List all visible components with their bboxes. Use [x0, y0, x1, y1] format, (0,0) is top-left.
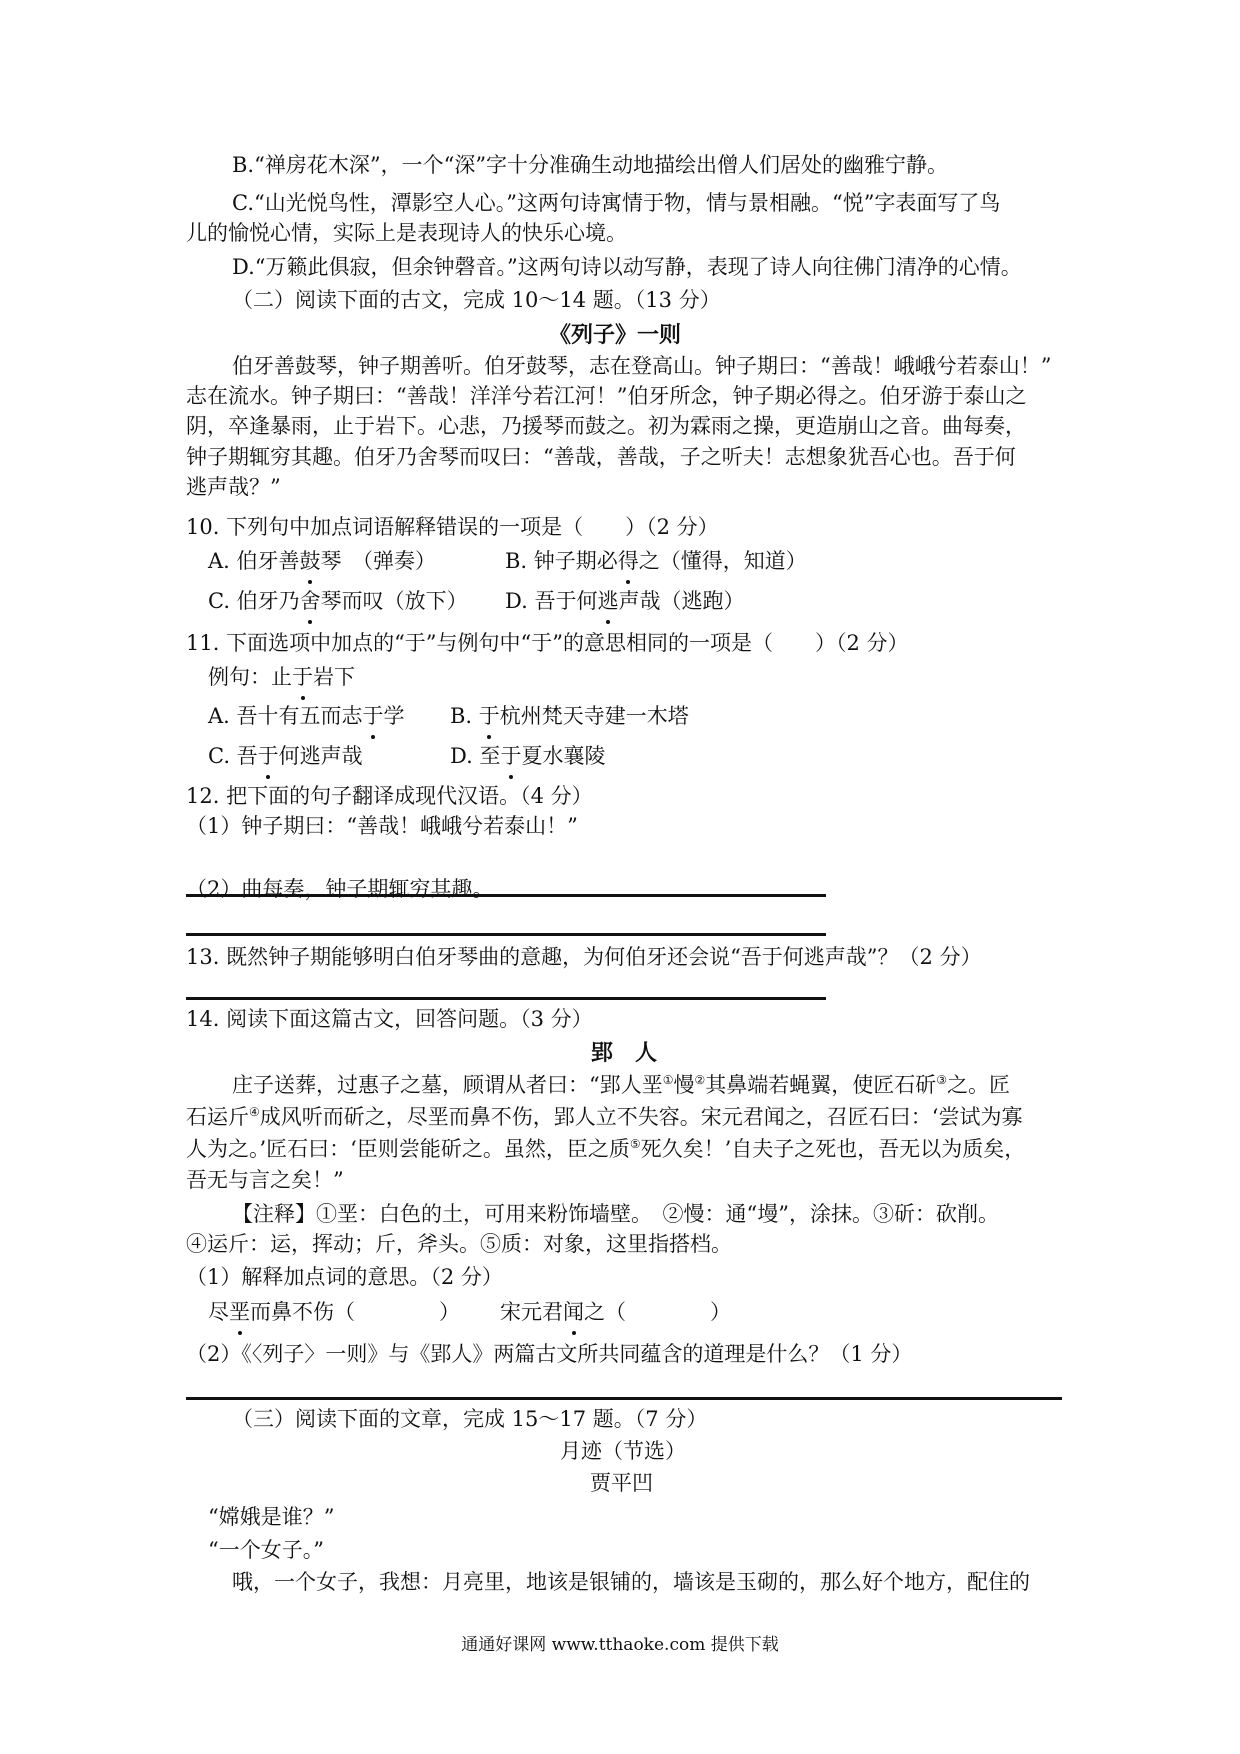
dotted-word: 于 — [479, 701, 500, 731]
answer-line[interactable] — [186, 1397, 1062, 1400]
passage-text: 之。匠 — [947, 1073, 1011, 1097]
q10-option-a — [208, 546, 436, 576]
q10-option-c — [208, 586, 468, 616]
yingren-line-1 — [232, 1070, 1010, 1100]
dotted-word: 闻 — [563, 1297, 584, 1327]
question-14: 14. 阅读下面这篇古文，回答问题。（3 分） — [186, 1007, 593, 1031]
q14-word-text: 之（ ） — [584, 1300, 731, 1324]
annotation-line-1: 【注释】①垩：白色的土，可用来粉饰墙壁。 ②慢：通“墁”，涂抹。③斫：砍削。 — [232, 1202, 999, 1226]
passage-text: 其鼻端若蝇翼，使匠石斫 — [705, 1073, 937, 1097]
q12-sentence-2: （2）曲每奏，钟子期辄穷其趣。 — [186, 877, 494, 901]
passage-text: 死久矣！’自夫子之死也，吾无以为质矣， — [640, 1137, 1026, 1161]
q14-sub-1: （1）解释加点词的意思。（2 分） — [186, 1265, 503, 1289]
footnote-mark: ② — [694, 1073, 706, 1087]
passage-text: 成风听而斫之，尽垩而鼻不伤，郢人立不失容。宋元君闻之，召匠石曰：‘尝试为寡 — [259, 1105, 1023, 1129]
q11-example — [208, 662, 355, 692]
q11-option-b — [450, 701, 689, 731]
q12-sentence-1: （1）钟子期曰：“善哉！峨峨兮若泰山！” — [186, 814, 578, 838]
page-footer: 通通好课网 www.tthaoke.com 提供下载 — [461, 1635, 779, 1655]
question-12: 12. 把下面的句子翻译成现代汉语。（4 分） — [186, 784, 593, 808]
question-10: 10. 下列句中加点词语解释错误的一项是（ ）（2 分） — [186, 515, 719, 539]
q14-word-text: 而鼻不伤（ ） — [250, 1300, 460, 1324]
q11-option-c — [208, 741, 363, 771]
q10-option-b — [505, 546, 807, 576]
dotted-word: 舍 — [300, 586, 321, 616]
option-c-line2: 儿的愉悦心情，实际上是表现诗人的快乐心境。 — [186, 221, 627, 245]
section3-heading: （三）阅读下面的文章，完成 15～17 题。（7 分） — [232, 1407, 708, 1431]
q11-option-a — [208, 701, 405, 731]
option-d: D.“万籁此俱寂，但余钟磬音。”这两句诗以动写静，表现了诗人向往佛门清净的心情。 — [232, 255, 1022, 279]
q10-d-text: 声哉（逃跑） — [618, 589, 745, 613]
dotted-word: 于 — [500, 741, 521, 771]
dotted-word: 得 — [618, 546, 639, 576]
q11-example-text: 例句：止 — [208, 665, 292, 689]
dotted-word: 垩 — [229, 1297, 250, 1327]
q11-b-text: 杭州梵天寺建一木塔 — [499, 704, 689, 728]
q11-d-text: D. 至 — [450, 744, 501, 768]
q11-d-text: 夏水襄陵 — [521, 744, 606, 768]
passage-line: 伯牙善鼓琴，钟子期善听。伯牙鼓琴，志在登高山。钟子期曰：“善哉！峨峨兮若泰山！” — [232, 354, 1052, 378]
footnote-mark: ④ — [249, 1105, 260, 1119]
passage-text: 人为之。’匠石曰：‘臣则尝能斫之。虽然，臣之质 — [186, 1137, 630, 1161]
liezi-title: 《列子》一则 — [549, 322, 682, 348]
q11-example-text: 岩下 — [313, 665, 355, 689]
section2-heading: （二）阅读下面的古文，完成 10～14 题。（13 分） — [232, 288, 721, 312]
q11-c-text: 何逃声哉 — [278, 744, 363, 768]
q10-b-text: 之（懂得，知道） — [638, 549, 807, 573]
q14-word-text: 尽 — [208, 1300, 229, 1324]
option-c-line1: C.“山光悦鸟性，潭影空人心。”这两句诗寓情于物，情与景相融。“悦”字表面写了鸟 — [232, 191, 1001, 215]
yueji-line: 哦，一个女子，我想：月亮里，地该是银铺的，墙该是玉砌的，那么好个地方，配住的 — [232, 1570, 1030, 1594]
passage-line: 志在流水。钟子期曰：“善哉！洋洋兮若江河！”伯牙所念，钟子期必得之。伯牙游于泰山之 — [186, 384, 1027, 408]
footnote-mark: ⑤ — [629, 1137, 641, 1151]
dotted-word: 于 — [292, 662, 313, 692]
question-13: 13. 既然钟子期能够明白伯牙琴曲的意趣，为何伯牙还会说“吾于何逃声哉”？（2 分） — [186, 945, 982, 969]
yueji-line: “一个女子。” — [208, 1538, 324, 1562]
yingren-line-3 — [186, 1134, 1025, 1164]
passage-line: 逃声哉？” — [186, 475, 281, 499]
q14-word-text: 宋元君 — [500, 1300, 563, 1324]
passage-line: 钟子期辄穷其趣。伯牙乃舍琴而叹曰：“善哉，善哉，子之听夫！志想象犹吾心也。吾于何 — [186, 445, 1016, 469]
q14-word-1 — [208, 1297, 460, 1327]
answer-line[interactable] — [186, 997, 826, 1000]
yingren-line-4: 吾无与言之矣！” — [186, 1168, 344, 1192]
q10-a-text: 琴 （弹奏） — [320, 549, 437, 573]
q14-sub-2: （2）《〈列子〉一则》与《郢人》两篇古文所共同蕴含的道理是什么？（1 分） — [186, 1342, 913, 1366]
yingren-line-2 — [186, 1102, 1022, 1132]
passage-text: 慢 — [673, 1073, 695, 1097]
q11-c-text: C. 吾 — [208, 744, 258, 768]
q10-b-text: B. 钟子期必 — [505, 549, 618, 573]
yueji-line: “嫦娥是谁？” — [208, 1505, 335, 1529]
q10-option-d — [505, 586, 744, 616]
q10-c-text: C. 伯牙乃 — [208, 589, 300, 613]
q11-b-text: B. — [450, 704, 479, 728]
dotted-word: 于 — [258, 741, 279, 771]
author: 贾平凹 — [590, 1471, 653, 1495]
dotted-word: 于 — [363, 701, 384, 731]
q10-d-text: D. 吾于何 — [505, 589, 598, 613]
annotation-line-2: ④运斤：运，挥动；斤，斧头。⑤质：对象，这里指搭档。 — [186, 1232, 732, 1256]
question-11: 11. 下面选项中加点的“于”与例句中“于”的意思相同的一项是（ ）（2 分） — [186, 631, 909, 655]
q10-a-text: A. 伯牙善 — [208, 549, 300, 573]
passage-text: 石运斤 — [186, 1105, 249, 1129]
dotted-word: 鼓 — [300, 546, 321, 576]
option-b: B.“禅房花木深”，一个“深”字十分准确生动地描绘出僧人们居处的幽雅宁静。 — [232, 153, 949, 177]
q11-a-text: A. 吾十有五而志 — [208, 704, 363, 728]
passage-line: 阴，卒逢暴雨，止于岩下。心悲，乃援琴而鼓之。初为霖雨之操，更造崩山之音。曲每奏， — [186, 414, 1026, 438]
dotted-word: 逃 — [597, 586, 618, 616]
q10-c-text: 琴而叹（放下） — [320, 589, 468, 613]
answer-line[interactable] — [186, 933, 826, 936]
yueji-title: 月迹（节选） — [560, 1439, 686, 1463]
q14-word-2 — [500, 1297, 731, 1327]
yingren-title: 郢 人 — [591, 1040, 658, 1066]
footnote-mark: ③ — [936, 1073, 948, 1087]
q11-a-text: 学 — [383, 704, 405, 728]
q11-option-d — [450, 741, 605, 771]
passage-text: 庄子送葬，过惠子之墓，顾谓从者曰：“郢人垩 — [232, 1073, 663, 1097]
footnote-mark: ① — [662, 1073, 674, 1087]
